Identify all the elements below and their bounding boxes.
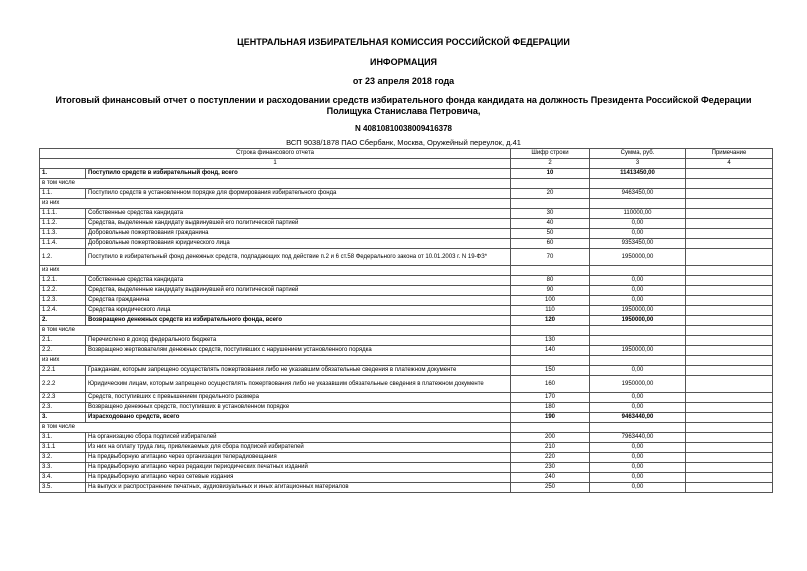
table-header-row	[40, 149, 773, 159]
row-note	[686, 296, 773, 306]
row-sum: 0,00	[590, 473, 686, 483]
empty-cell	[590, 356, 686, 366]
row-number: 2.2.	[40, 346, 86, 356]
column-number-4: 4	[686, 159, 773, 169]
table-row	[40, 483, 773, 493]
table-row	[40, 276, 773, 286]
row-label: Юридическим лицам, которым запрещено осуществлять пожертвования либо не указавшим обязательные сведения в платежном документе	[86, 376, 511, 393]
row-sum: 0,00	[590, 276, 686, 286]
table-row	[40, 463, 773, 473]
row-code: 120	[511, 316, 590, 326]
table-subheading-row	[40, 356, 773, 366]
row-code: 30	[511, 209, 590, 219]
row-sum: 0,00	[590, 296, 686, 306]
row-label: Средства, выделенные кандидату выдвинувшей его политической партией	[86, 286, 511, 296]
row-note	[686, 209, 773, 219]
row-label: На предвыборную агитацию через сетевые издания	[86, 473, 511, 483]
row-sum: 0,00	[590, 483, 686, 493]
row-note	[686, 453, 773, 463]
row-label: Из них на оплату труда лиц, привлекаемых для сбора подписей избирателей	[86, 443, 511, 453]
row-code: 110	[511, 306, 590, 316]
row-code: 240	[511, 473, 590, 483]
table-subheading-row	[40, 199, 773, 209]
table-row	[40, 229, 773, 239]
row-number: 2.1.	[40, 336, 86, 346]
empty-cell	[590, 266, 686, 276]
row-sum: 9353450,00	[590, 239, 686, 249]
row-note	[686, 276, 773, 286]
row-label: Собственные средства кандидата	[86, 276, 511, 286]
table-row	[40, 336, 773, 346]
row-note	[686, 229, 773, 239]
table-row	[40, 209, 773, 219]
row-label: Возвращено жертвователям денежных средств, поступивших с нарушением установленного порядка	[86, 346, 511, 356]
table-row	[40, 433, 773, 443]
row-label: На организацию сбора подписей избирателей	[86, 433, 511, 443]
empty-cell	[686, 199, 773, 209]
document-date: от 23 апреля 2018 года	[352, 76, 455, 86]
table-row	[40, 413, 773, 423]
row-number: 3.2.	[40, 453, 86, 463]
row-code: 150	[511, 366, 590, 376]
table-row	[40, 169, 773, 179]
row-number: 1.1.3.	[40, 229, 86, 239]
row-number: 1.1.1.	[40, 209, 86, 219]
empty-cell	[686, 356, 773, 366]
row-number: 1.2.	[40, 249, 86, 266]
row-sum: 0,00	[590, 463, 686, 473]
row-note	[686, 189, 773, 199]
row-number: 2.2.2	[40, 376, 86, 393]
row-sum: 9463440,00	[590, 413, 686, 423]
row-sum: 7963440,00	[590, 433, 686, 443]
table-row	[40, 366, 773, 376]
row-sum: 11413450,00	[590, 169, 686, 179]
row-sum: 1950000,00	[590, 316, 686, 326]
row-note	[686, 336, 773, 346]
row-code: 180	[511, 403, 590, 413]
table-row	[40, 393, 773, 403]
table-row	[40, 249, 773, 266]
report-title: Итоговый финансовый отчет о поступлении и расходовании средств избирательного фонда кандидата на должность Президента Российской Федерации Полищука Станислава Петровича,	[55, 95, 752, 116]
document-type-heading: ИНФОРМАЦИЯ	[369, 57, 438, 67]
row-number: 2.	[40, 316, 86, 326]
row-code: 220	[511, 453, 590, 463]
row-number: 1.2.2.	[40, 286, 86, 296]
row-number: 1.2.1.	[40, 276, 86, 286]
empty-cell	[590, 326, 686, 336]
row-sum: 0,00	[590, 443, 686, 453]
row-note	[686, 249, 773, 266]
row-number: 3.4.	[40, 473, 86, 483]
row-label: Возвращено денежных средств из избирательного фонда, всего	[86, 316, 511, 326]
row-number: 1.2.4.	[40, 306, 86, 316]
row-note	[686, 443, 773, 453]
column-number-2: 2	[511, 159, 590, 169]
row-number: 3.1.	[40, 433, 86, 443]
row-label: Добровольные пожертвования юридического лица	[86, 239, 511, 249]
empty-cell	[590, 179, 686, 189]
row-sum: 9463450,00	[590, 189, 686, 199]
row-code: 60	[511, 239, 590, 249]
row-label: На предвыборную агитацию через организации телерадиовещания	[86, 453, 511, 463]
column-header-note: Примечание	[686, 149, 773, 159]
row-sum: 0,00	[590, 403, 686, 413]
bank-details: ВСП 9038/1878 ПАО Сбербанк, Москва, Оружейный переулок, д.41	[286, 138, 521, 147]
row-number: 2.2.3	[40, 393, 86, 403]
row-code: 50	[511, 229, 590, 239]
row-sum: 0,00	[590, 393, 686, 403]
empty-cell	[590, 423, 686, 433]
row-label: Гражданам, которым запрещено осуществлять пожертвования либо не указавшим обязательные сведения в платежном документе	[86, 366, 511, 376]
empty-cell	[686, 179, 773, 189]
row-code: 190	[511, 413, 590, 423]
row-number: 1.1.4.	[40, 239, 86, 249]
row-code: 250	[511, 483, 590, 493]
table-row	[40, 473, 773, 483]
row-code: 20	[511, 189, 590, 199]
row-note	[686, 473, 773, 483]
table-column-numbers-row	[40, 159, 773, 169]
row-sum: 0,00	[590, 229, 686, 239]
row-label: Средства, выделенные кандидату выдвинувшей его политической партией	[86, 219, 511, 229]
empty-cell	[686, 326, 773, 336]
row-note	[686, 413, 773, 423]
table-subheading-row	[40, 326, 773, 336]
row-number: 3.5.	[40, 483, 86, 493]
row-sum: 0,00	[590, 286, 686, 296]
table-subheading-row	[40, 423, 773, 433]
table-row	[40, 296, 773, 306]
row-note	[686, 239, 773, 249]
row-number: 1.	[40, 169, 86, 179]
row-code: 80	[511, 276, 590, 286]
row-note	[686, 306, 773, 316]
column-header-sum: Сумма, руб.	[590, 149, 686, 159]
row-label: Поступило средств в установленном порядке для формирования избирательного фонда	[86, 189, 511, 199]
subheading-label: в том числе	[40, 326, 511, 336]
row-note	[686, 346, 773, 356]
row-label: На выпуск и распространение печатных, аудиовизуальных и иных агитационных материалов	[86, 483, 511, 493]
row-code: 230	[511, 463, 590, 473]
row-number: 3.1.1	[40, 443, 86, 453]
row-note	[686, 376, 773, 393]
row-sum: 0,00	[590, 366, 686, 376]
empty-cell	[511, 326, 590, 336]
column-header-line: Строка финансового отчета	[40, 149, 511, 159]
table-row	[40, 443, 773, 453]
table-row	[40, 403, 773, 413]
table-row	[40, 286, 773, 296]
row-sum: 110000,00	[590, 209, 686, 219]
table-row	[40, 239, 773, 249]
row-label: Израсходовано средств, всего	[86, 413, 511, 423]
report-table-body	[40, 149, 773, 493]
subheading-label: из них	[40, 356, 511, 366]
column-number-1: 1	[40, 159, 511, 169]
column-header-code: Шифр строки	[511, 149, 590, 159]
table-row	[40, 376, 773, 393]
row-sum: 0,00	[590, 219, 686, 229]
row-note	[686, 366, 773, 376]
row-label: На предвыборную агитацию через редакции периодических печатных изданий	[86, 463, 511, 473]
table-subheading-row	[40, 266, 773, 276]
organization-heading: ЦЕНТРАЛЬНАЯ ИЗБИРАТЕЛЬНАЯ КОМИССИЯ РОССИЙСКОЙ ФЕДЕРАЦИИ	[237, 37, 570, 47]
row-note	[686, 393, 773, 403]
empty-cell	[686, 423, 773, 433]
row-code: 100	[511, 296, 590, 306]
row-sum	[590, 336, 686, 346]
table-row	[40, 346, 773, 356]
empty-cell	[511, 179, 590, 189]
subheading-label: из них	[40, 199, 511, 209]
row-label: Поступило средств в избирательный фонд, всего	[86, 169, 511, 179]
row-code: 210	[511, 443, 590, 453]
column-number-3: 3	[590, 159, 686, 169]
row-code: 160	[511, 376, 590, 393]
row-note	[686, 169, 773, 179]
empty-cell	[511, 266, 590, 276]
empty-cell	[590, 199, 686, 209]
row-sum: 1950000,00	[590, 249, 686, 266]
row-note	[686, 403, 773, 413]
row-code: 40	[511, 219, 590, 229]
table-row	[40, 306, 773, 316]
row-code: 70	[511, 249, 590, 266]
row-code: 140	[511, 346, 590, 356]
row-number: 3.	[40, 413, 86, 423]
table-row	[40, 219, 773, 229]
row-code: 170	[511, 393, 590, 403]
row-label: Средства юридического лица	[86, 306, 511, 316]
row-note	[686, 219, 773, 229]
row-number: 1.2.3.	[40, 296, 86, 306]
row-number: 2.3.	[40, 403, 86, 413]
row-sum: 1950000,00	[590, 376, 686, 393]
row-number: 2.2.1	[40, 366, 86, 376]
subheading-label: в том числе	[40, 423, 511, 433]
table-row	[40, 453, 773, 463]
row-label: Добровольные пожертвования гражданина	[86, 229, 511, 239]
row-number: 3.3.	[40, 463, 86, 473]
row-note	[686, 316, 773, 326]
row-label: Собственные средства кандидата	[86, 209, 511, 219]
subheading-label: в том числе	[40, 179, 511, 189]
row-sum: 1950000,00	[590, 346, 686, 356]
row-label: Средств, поступивших с превышением предельного размера	[86, 393, 511, 403]
row-code: 10	[511, 169, 590, 179]
row-code: 90	[511, 286, 590, 296]
empty-cell	[511, 423, 590, 433]
row-sum: 0,00	[590, 453, 686, 463]
row-number: 1.1.2.	[40, 219, 86, 229]
row-note	[686, 286, 773, 296]
row-label: Перечислено в доход федерального бюджета	[86, 336, 511, 346]
table-row	[40, 189, 773, 199]
row-note	[686, 433, 773, 443]
row-label: Возвращено денежных средств, поступивших в установленном порядке	[86, 403, 511, 413]
row-number: 1.1.	[40, 189, 86, 199]
empty-cell	[511, 199, 590, 209]
table-subheading-row	[40, 179, 773, 189]
row-note	[686, 483, 773, 493]
row-note	[686, 463, 773, 473]
row-label: Поступило в избирательный фонд денежных средств, подпадающих под действие п.2 и 6 ст.58 Федерального закона от 10.01.2003 г. N 19-ФЗ*	[86, 249, 511, 266]
row-sum: 1950000,00	[590, 306, 686, 316]
financial-report-table	[39, 148, 773, 493]
subheading-label: из них	[40, 266, 511, 276]
empty-cell	[686, 266, 773, 276]
account-number: N 40810810038009416378	[355, 124, 452, 133]
table-row	[40, 316, 773, 326]
empty-cell	[511, 356, 590, 366]
row-code: 200	[511, 433, 590, 443]
row-code: 130	[511, 336, 590, 346]
row-label: Средства гражданина	[86, 296, 511, 306]
